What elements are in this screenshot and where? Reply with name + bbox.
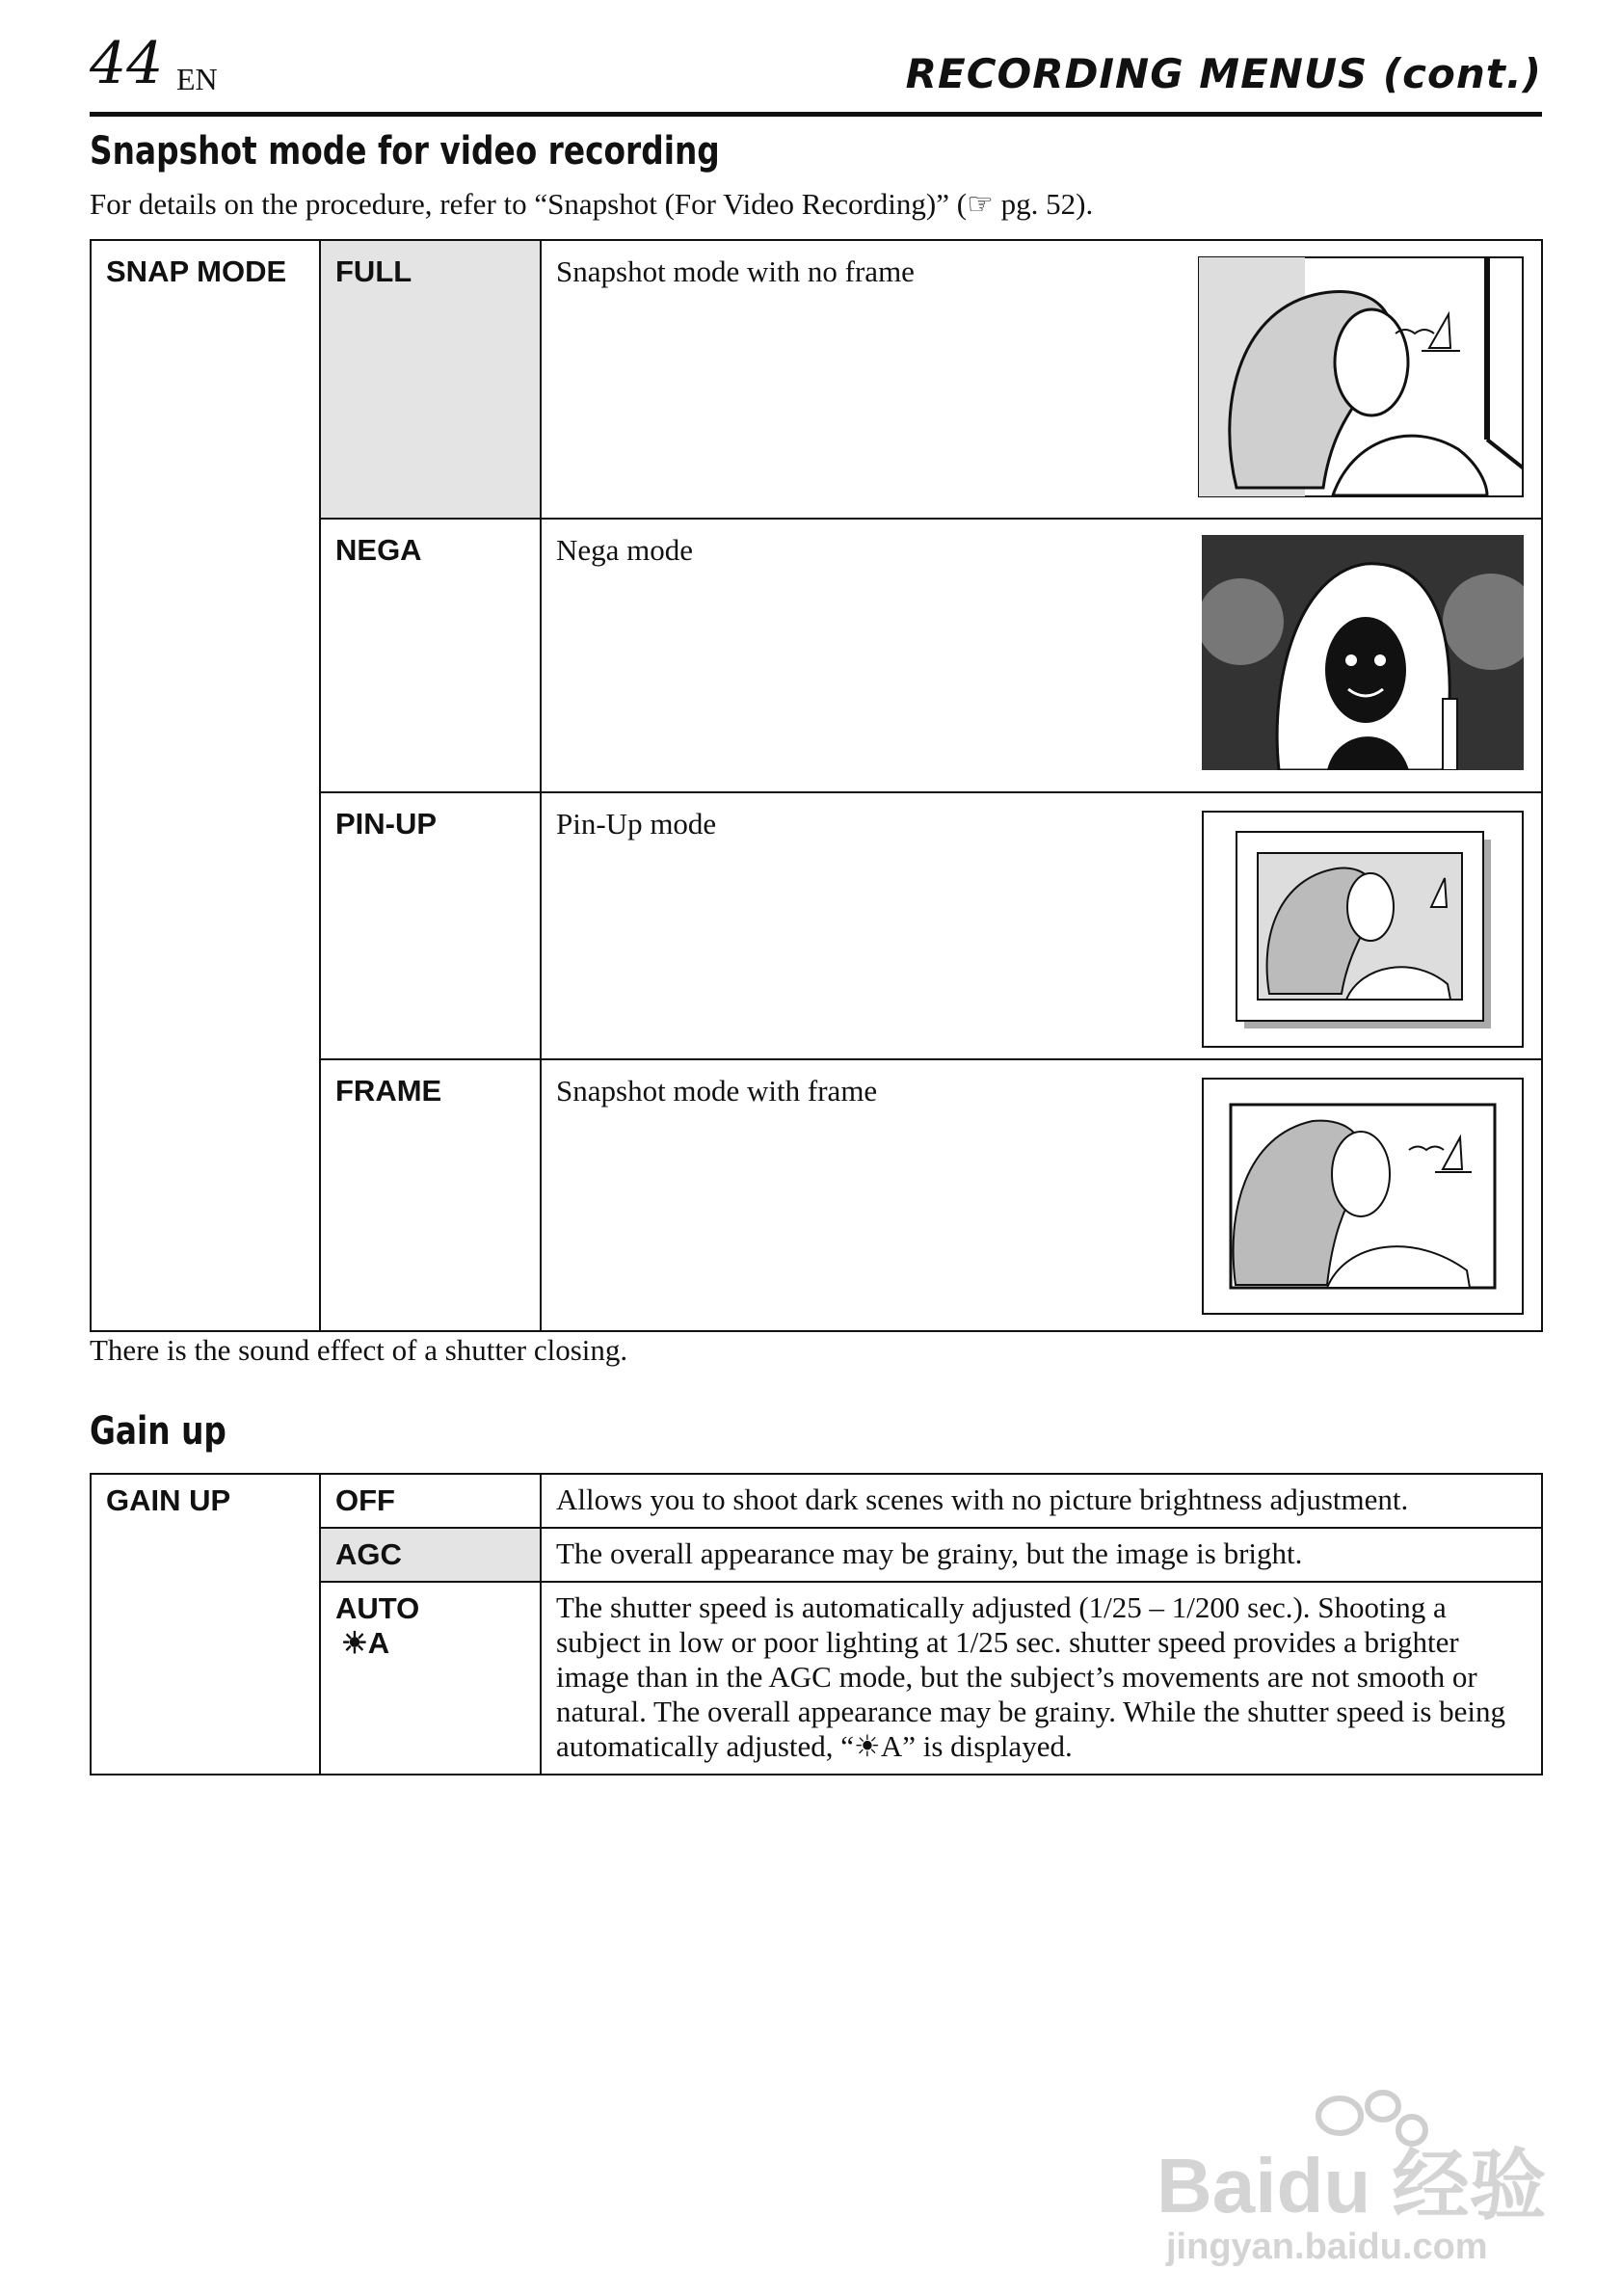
option-description: The shutter speed is automatically adjusted (1/25 – 1/200 sec.). Shooting a subject in low or poor lighting at 1/25 sec. shutter speed provides a brighter image than in the AGC mode, but the subject’s movements are not smooth or natural. The overall appearance may be grainy. While the shutter speed is being automatically adjusted, “☀A” is displayed.: [541, 1582, 1542, 1775]
gain-up-label: GAIN UP: [91, 1474, 320, 1775]
option-description: Snapshot mode with frame: [556, 1074, 878, 1108]
full-mode-illustration: [1198, 256, 1524, 497]
gain-section-title: Gain up: [90, 1409, 226, 1454]
page-language: EN: [176, 62, 218, 96]
baidu-watermark: [1157, 2077, 1561, 2270]
snapshot-mode-table: [90, 239, 1543, 1332]
snapshot-section-title: Snapshot mode for video recording: [90, 129, 720, 174]
snap-mode-label: SNAP MODE: [91, 240, 320, 1331]
option-full: FULL: [320, 240, 541, 519]
table-row: [91, 240, 1542, 519]
gain-auto-icon: ☀A: [341, 1626, 390, 1660]
option-frame: FRAME: [320, 1059, 541, 1331]
option-description: Allows you to shoot dark scenes with no picture brightness adjustment.: [541, 1474, 1542, 1528]
nega-mode-illustration: [1202, 535, 1524, 770]
snapshot-intro: For details on the procedure, refer to “Snapshot (For Video Recording)” (☞ pg. 52).: [90, 187, 1094, 221]
table-row: [91, 1474, 1542, 1528]
shutter-sound-note: There is the sound effect of a shutter closing.: [90, 1333, 628, 1367]
option-nega: NEGA: [320, 519, 541, 792]
option-description: Nega mode: [556, 533, 694, 567]
option-agc: AGC: [320, 1528, 541, 1582]
option-off: OFF: [320, 1474, 541, 1528]
watermark-url: jingyan.baidu.com: [1166, 2227, 1488, 2267]
option-description: Pin-Up mode: [556, 807, 717, 841]
option-description: Snapshot mode with no frame: [556, 254, 915, 288]
option-pinup: PIN-UP: [320, 792, 541, 1059]
page-number: 44: [90, 30, 164, 97]
watermark-brand: Baidu 经验: [1157, 2143, 1547, 2229]
running-title: RECORDING MENUS (cont.): [905, 50, 1542, 97]
gain-up-table: [90, 1473, 1543, 1775]
option-auto: AUTO: [335, 1591, 420, 1625]
page-header: [90, 29, 1542, 117]
option-description: The overall appearance may be grainy, but the image is bright.: [541, 1528, 1542, 1582]
pinup-mode-illustration: [1202, 811, 1524, 1048]
frame-mode-illustration: [1202, 1078, 1524, 1315]
